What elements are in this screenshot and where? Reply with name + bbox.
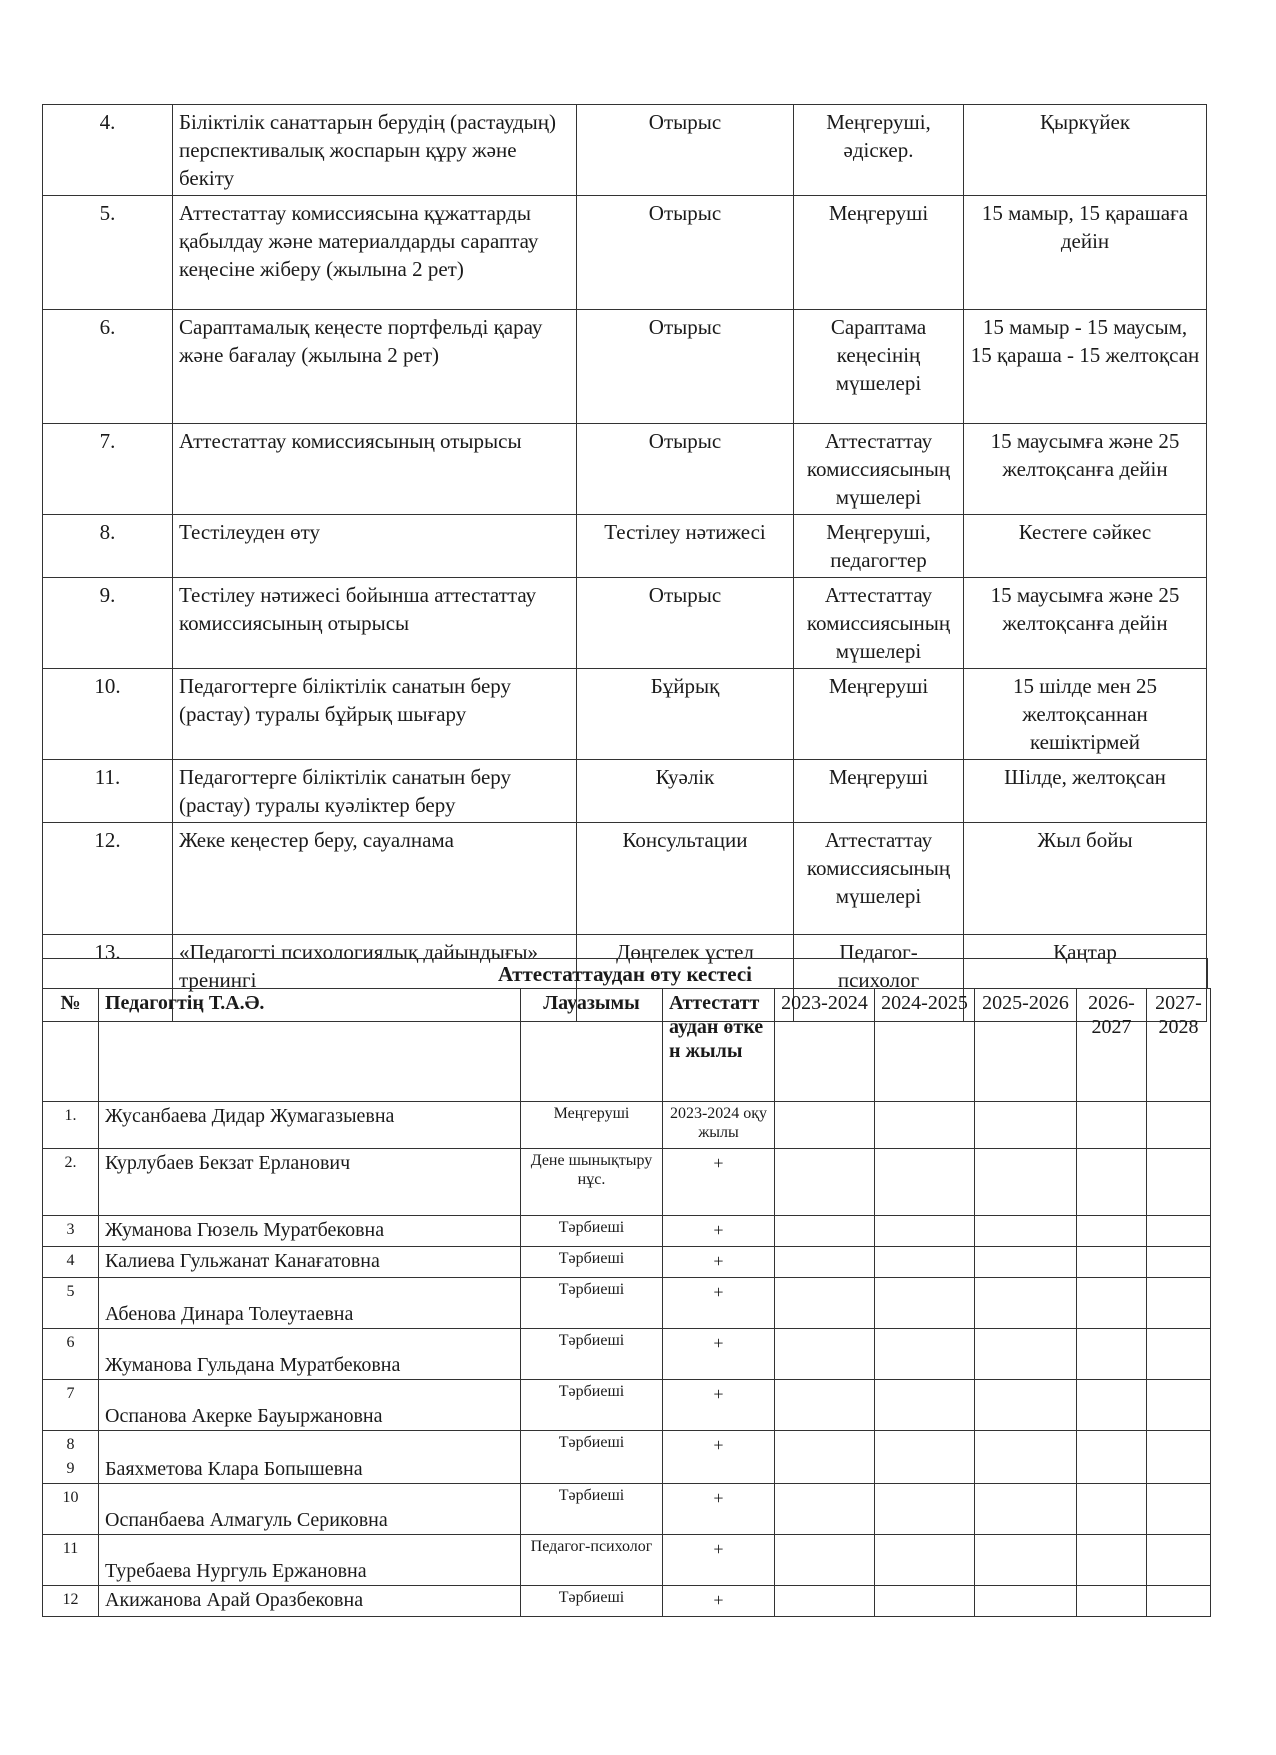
plan-row-task: Аттестаттау комиссиясының отырысы xyxy=(173,424,577,515)
plan-row xyxy=(43,196,1207,310)
schedule-row-year-1 xyxy=(775,1149,875,1216)
schedule-row-name: Жуманова Гюзель Муратбековна xyxy=(99,1216,521,1247)
schedule-row-year-1 xyxy=(775,1329,875,1380)
plan-row-responsible: Меңгеруші, әдіскер. xyxy=(794,105,964,196)
plan-row-num: 9. xyxy=(43,578,173,669)
schedule-row-position: Тәрбиеші xyxy=(521,1431,663,1484)
schedule-row-year-3 xyxy=(975,1329,1077,1380)
header-num: № xyxy=(43,989,99,1102)
schedule-row-year-2 xyxy=(875,1102,975,1149)
plan-row-num: 10. xyxy=(43,669,173,760)
schedule-row-name: Акижанова Арай Оразбековна xyxy=(99,1586,521,1617)
schedule-row-passed: + xyxy=(663,1329,775,1380)
schedule-row-year-5 xyxy=(1147,1102,1211,1149)
plan-row-form: Отырыс xyxy=(577,578,794,669)
plan-row-deadline: Шілде, желтоқсан xyxy=(964,760,1207,823)
plan-row-task: «Педагогті психологиялық дайындығы» тренингі xyxy=(173,935,577,1022)
plan-row-task: Педагогтерге біліктілік санатын беру (растау) туралы бұйрық шығару xyxy=(173,669,577,760)
plan-row-task: Біліктілік санаттарын берудің (растаудың) перспективалық жоспарын құру және бекіту xyxy=(173,105,577,196)
plan-row-responsible: Меңгеруші, педагогтер xyxy=(794,515,964,578)
plan-row-deadline: Кестеге сәйкес xyxy=(964,515,1207,578)
plan-row-form: Бұйрық xyxy=(577,669,794,760)
plan-row-deadline: Жыл бойы xyxy=(964,823,1207,935)
schedule-row-position: Тәрбиеші xyxy=(521,1278,663,1329)
schedule-row-year-5 xyxy=(1147,1431,1211,1484)
plan-row-deadline: 15 маусымға және 25 желтоқсанға дейін xyxy=(964,578,1207,669)
schedule-row-year-4 xyxy=(1077,1586,1147,1617)
plan-row xyxy=(43,760,1207,823)
schedule-row xyxy=(43,1484,1211,1535)
schedule-row-passed: + xyxy=(663,1380,775,1431)
schedule-row-year-4 xyxy=(1077,1278,1147,1329)
schedule-row xyxy=(43,1247,1211,1278)
schedule-row-year-4 xyxy=(1077,1431,1147,1484)
schedule-row-year-1 xyxy=(775,1278,875,1329)
schedule-row xyxy=(43,1102,1211,1149)
schedule-row-year-5 xyxy=(1147,1216,1211,1247)
schedule-row xyxy=(43,1216,1211,1247)
schedule-row-num: 7 xyxy=(43,1380,99,1431)
plan-row-task: Сараптамалық кеңесте портфельді қарау және бағалау (жылына 2 рет) xyxy=(173,310,577,424)
schedule-row-year-4 xyxy=(1077,1149,1147,1216)
schedule-row-year-3 xyxy=(975,1278,1077,1329)
plan-row xyxy=(43,105,1207,196)
plan-row xyxy=(43,310,1207,424)
header-name: Педагогтің Т.А.Ә. xyxy=(99,989,521,1102)
schedule-row-year-3 xyxy=(975,1102,1077,1149)
schedule-row-year-4 xyxy=(1077,1535,1147,1586)
plan-row xyxy=(43,669,1207,760)
plan-row-responsible: Аттестаттау комиссиясының мүшелері xyxy=(794,823,964,935)
schedule-row-year-5 xyxy=(1147,1484,1211,1535)
schedule-row-passed: + xyxy=(663,1149,775,1216)
schedule-row-year-5 xyxy=(1147,1586,1211,1617)
schedule-row-passed: 2023-2024 оқу жылы xyxy=(663,1102,775,1149)
schedule-row-position: Тәрбиеші xyxy=(521,1586,663,1617)
plan-row-deadline: Қаңтар xyxy=(964,935,1207,1022)
schedule-row-name: Жуманова Гульдана Муратбековна xyxy=(99,1329,521,1380)
header-year-5: 2027-2028 xyxy=(1147,989,1211,1102)
schedule-row-passed: + xyxy=(663,1484,775,1535)
schedule-row-num: 12 xyxy=(43,1586,99,1617)
schedule-row-year-1 xyxy=(775,1247,875,1278)
schedule-row-year-5 xyxy=(1147,1380,1211,1431)
plan-row-deadline: 15 шілде мен 25 желтоқсаннан кешіктірмей xyxy=(964,669,1207,760)
plan-row-responsible: Аттестаттау комиссиясының мүшелері xyxy=(794,424,964,515)
schedule-row-year-4 xyxy=(1077,1247,1147,1278)
plan-row-deadline: 15 мамыр - 15 маусым, 15 қараша - 15 желтоқсан xyxy=(964,310,1207,424)
plan-row-deadline: 15 мамыр, 15 қарашаға дейін xyxy=(964,196,1207,310)
schedule-row-year-3 xyxy=(975,1535,1077,1586)
schedule-row-year-2 xyxy=(875,1535,975,1586)
header-year-1: 2023-2024 xyxy=(775,989,875,1102)
schedule-row xyxy=(43,1149,1211,1216)
plan-row-responsible: Меңгеруші xyxy=(794,196,964,310)
schedule-row-year-2 xyxy=(875,1278,975,1329)
plan-row xyxy=(43,823,1207,935)
plan-row-num: 6. xyxy=(43,310,173,424)
plan-row-form: Дөңгелек үстел xyxy=(577,935,794,1022)
schedule-row-year-1 xyxy=(775,1586,875,1617)
plan-row-form: Отырыс xyxy=(577,310,794,424)
header-year-4: 2026-2027 xyxy=(1077,989,1147,1102)
schedule-row-year-3 xyxy=(975,1431,1077,1484)
schedule-row-num: 8 9 xyxy=(43,1431,99,1484)
plan-row-responsible: Сараптама кеңесінің мүшелері xyxy=(794,310,964,424)
schedule-row xyxy=(43,1329,1211,1380)
schedule-header-row xyxy=(43,989,1211,1102)
header-year-passed: Аттестаттаудан өткен жылы xyxy=(663,989,775,1102)
schedule-row-year-2 xyxy=(875,1149,975,1216)
schedule-row-year-3 xyxy=(975,1484,1077,1535)
plan-row-responsible: Меңгеруші xyxy=(794,669,964,760)
schedule-row-year-1 xyxy=(775,1431,875,1484)
schedule-row-num: 4 xyxy=(43,1247,99,1278)
schedule-row-year-2 xyxy=(875,1431,975,1484)
schedule-row-position: Дене шынықтыру нұс. xyxy=(521,1149,663,1216)
schedule-row-year-3 xyxy=(975,1247,1077,1278)
schedule-row-year-2 xyxy=(875,1380,975,1431)
schedule-row-num: 11 xyxy=(43,1535,99,1586)
schedule-row-year-4 xyxy=(1077,1380,1147,1431)
schedule-row-position: Тәрбиеші xyxy=(521,1216,663,1247)
attestation-schedule-table xyxy=(42,988,1211,1617)
plan-row-task: Педагогтерге біліктілік санатын беру (растау) туралы куәліктер беру xyxy=(173,760,577,823)
header-position: Лауазымы xyxy=(521,989,663,1102)
schedule-row-position: Тәрбиеші xyxy=(521,1247,663,1278)
schedule-row xyxy=(43,1535,1211,1586)
plan-row-form: Куәлік xyxy=(577,760,794,823)
schedule-row-passed: + xyxy=(663,1535,775,1586)
header-year-2: 2024-2025 xyxy=(875,989,975,1102)
plan-row-form: Отырыс xyxy=(577,424,794,515)
schedule-row-position: Меңгеруші xyxy=(521,1102,663,1149)
plan-row-num: 7. xyxy=(43,424,173,515)
schedule-row-name: Оспанбаева Алмагуль Сериковна xyxy=(99,1484,521,1535)
schedule-row-year-4 xyxy=(1077,1329,1147,1380)
plan-row-task: Жеке кеңестер беру, сауалнама xyxy=(173,823,577,935)
plan-row-num: 5. xyxy=(43,196,173,310)
schedule-row-year-5 xyxy=(1147,1535,1211,1586)
plan-row-num: 13. xyxy=(43,935,173,1022)
plan-row-num: 11. xyxy=(43,760,173,823)
schedule-row-passed: + xyxy=(663,1247,775,1278)
schedule-row-name: Оспанова Акерке Бауыржановна xyxy=(99,1380,521,1431)
header-year-3: 2025-2026 xyxy=(975,989,1077,1102)
schedule-row-year-1 xyxy=(775,1380,875,1431)
schedule-row-year-3 xyxy=(975,1216,1077,1247)
schedule-row-name: Туребаева Нургуль Ержановна xyxy=(99,1535,521,1586)
schedule-row-name: Баяхметова Клара Бопышевна xyxy=(99,1431,521,1484)
plan-row-num: 12. xyxy=(43,823,173,935)
schedule-row-name: Абенова Динара Толеутаевна xyxy=(99,1278,521,1329)
plan-row-responsible: Педагог-психолог xyxy=(794,935,964,1022)
schedule-row-year-5 xyxy=(1147,1329,1211,1380)
attestation-plan-table xyxy=(42,104,1207,1022)
schedule-row-year-1 xyxy=(775,1484,875,1535)
plan-row xyxy=(43,578,1207,669)
plan-row xyxy=(43,424,1207,515)
schedule-row-passed: + xyxy=(663,1278,775,1329)
schedule-title: Аттестаттаудан өту кестесі xyxy=(42,958,1208,989)
schedule-row-year-2 xyxy=(875,1216,975,1247)
plan-row-form: Отырыс xyxy=(577,196,794,310)
schedule-row xyxy=(43,1431,1211,1484)
plan-row-task: Аттестаттау комиссиясына құжаттарды қабылдау және материалдарды сараптау кеңесіне жіберу (жылына 2 рет) xyxy=(173,196,577,310)
schedule-row-year-3 xyxy=(975,1380,1077,1431)
schedule-row-position: Тәрбиеші xyxy=(521,1484,663,1535)
schedule-row-num: 3 xyxy=(43,1216,99,1247)
schedule-row-num: 5 xyxy=(43,1278,99,1329)
schedule-row-year-3 xyxy=(975,1586,1077,1617)
schedule-row-num: 6 xyxy=(43,1329,99,1380)
schedule-row-position: Тәрбиеші xyxy=(521,1380,663,1431)
plan-row-task: Тестілеуден өту xyxy=(173,515,577,578)
schedule-row xyxy=(43,1278,1211,1329)
schedule-row-position: Педагог-психолог xyxy=(521,1535,663,1586)
schedule-row-year-2 xyxy=(875,1484,975,1535)
schedule-row-position: Тәрбиеші xyxy=(521,1329,663,1380)
schedule-row-year-5 xyxy=(1147,1247,1211,1278)
schedule-row-passed: + xyxy=(663,1431,775,1484)
plan-row-deadline: Қыркүйек xyxy=(964,105,1207,196)
schedule-row-num: 1. xyxy=(43,1102,99,1149)
plan-row-responsible: Аттестаттау комиссиясының мүшелері xyxy=(794,578,964,669)
schedule-row-year-5 xyxy=(1147,1149,1211,1216)
plan-row-responsible: Меңгеруші xyxy=(794,760,964,823)
schedule-row-num: 2. xyxy=(43,1149,99,1216)
schedule-row-year-1 xyxy=(775,1102,875,1149)
schedule-row-year-4 xyxy=(1077,1484,1147,1535)
schedule-row-name: Жусанбаева Дидар Жумагазыевна xyxy=(99,1102,521,1149)
schedule-row-num: 10 xyxy=(43,1484,99,1535)
schedule-row xyxy=(43,1380,1211,1431)
schedule-row-name: Курлубаев Бекзат Ерланович xyxy=(99,1149,521,1216)
plan-row-task: Тестілеу нәтижесі бойынша аттестаттау комиссиясының отырысы xyxy=(173,578,577,669)
schedule-row-year-5 xyxy=(1147,1278,1211,1329)
plan-row-deadline: 15 маусымға және 25 желтоқсанға дейін xyxy=(964,424,1207,515)
schedule-row-passed: + xyxy=(663,1586,775,1617)
plan-row-num: 8. xyxy=(43,515,173,578)
plan-row-form: Консультации xyxy=(577,823,794,935)
plan-row-form: Отырыс xyxy=(577,105,794,196)
schedule-row-year-1 xyxy=(775,1535,875,1586)
plan-row-num: 4. xyxy=(43,105,173,196)
schedule-row-year-3 xyxy=(975,1149,1077,1216)
schedule-row-year-2 xyxy=(875,1586,975,1617)
schedule-row-year-4 xyxy=(1077,1102,1147,1149)
schedule-row-year-1 xyxy=(775,1216,875,1247)
schedule-row-name: Калиева Гульжанат Канағатовна xyxy=(99,1247,521,1278)
schedule-row-year-2 xyxy=(875,1247,975,1278)
schedule-row-year-4 xyxy=(1077,1216,1147,1247)
plan-row xyxy=(43,515,1207,578)
plan-row-form: Тестілеу нәтижесі xyxy=(577,515,794,578)
schedule-row-year-2 xyxy=(875,1329,975,1380)
schedule-row xyxy=(43,1586,1211,1617)
schedule-row-passed: + xyxy=(663,1216,775,1247)
